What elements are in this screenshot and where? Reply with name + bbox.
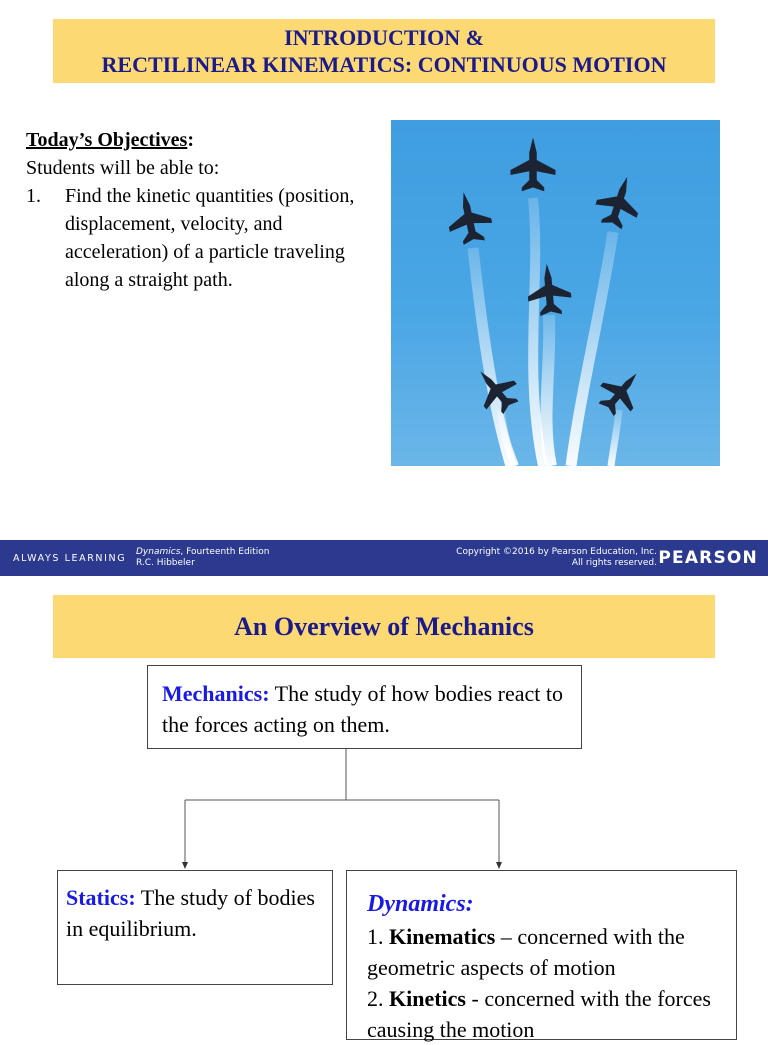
kinematics-definition: – concerned with the geometric aspects of motion bbox=[367, 924, 685, 980]
dynamics-term: Dynamics: bbox=[367, 891, 474, 917]
kinetics-definition: - concerned with the forces causing the motion bbox=[367, 986, 711, 1042]
kinetics-item bbox=[367, 983, 716, 1045]
statics-term: Statics: bbox=[66, 885, 136, 910]
slide1-title-line2: RECTILINEAR KINEMATICS: CONTINUOUS MOTION bbox=[101, 52, 667, 77]
always-learning-label: ALWAYS LEARNING bbox=[13, 553, 127, 564]
book-author: R.C. Hibbeler bbox=[136, 558, 195, 568]
mechanics-term: Mechanics: bbox=[162, 681, 270, 706]
slide1-title-line1: INTRODUCTION & bbox=[284, 25, 484, 50]
kinematics-item bbox=[367, 921, 716, 983]
statics-definition: The study of bodies in equilibrium. bbox=[66, 885, 315, 941]
pearson-logo: PEARSON bbox=[658, 548, 758, 568]
kinetics-term: Kinetics bbox=[389, 986, 466, 1011]
arrow-down-icon bbox=[496, 862, 502, 869]
kinematics-number: 1. bbox=[367, 924, 389, 949]
objectives-colon: : bbox=[187, 129, 194, 151]
book-edition: , Fourteenth Edition bbox=[180, 547, 270, 557]
objective-number: 1. bbox=[26, 185, 41, 207]
slide2-title: An Overview of Mechanics bbox=[53, 595, 715, 658]
copyright-line2: All rights reserved. bbox=[571, 558, 657, 568]
mechanics-box bbox=[147, 665, 582, 749]
objectives-heading: Today’s Objectives bbox=[26, 129, 188, 151]
arrow-down-icon bbox=[182, 862, 188, 869]
mechanics-definition: The study of how bodies react to the forces acting on them. bbox=[162, 681, 564, 737]
kinematics-term: Kinematics bbox=[389, 924, 496, 949]
book-title: Dynamics bbox=[136, 547, 181, 557]
statics-box bbox=[57, 870, 333, 985]
kinetics-number: 2. bbox=[367, 986, 389, 1011]
dynamics-box bbox=[346, 870, 737, 1040]
objective-text: Find the kinetic quantities (position, displacement, velocity, and acceleration) of a particle traveling along a straight path. bbox=[65, 185, 355, 291]
objectives-intro: Students will be able to: bbox=[26, 157, 220, 179]
copyright-line1: Copyright ©2016 by Pearson Education, Inc. bbox=[456, 547, 657, 557]
